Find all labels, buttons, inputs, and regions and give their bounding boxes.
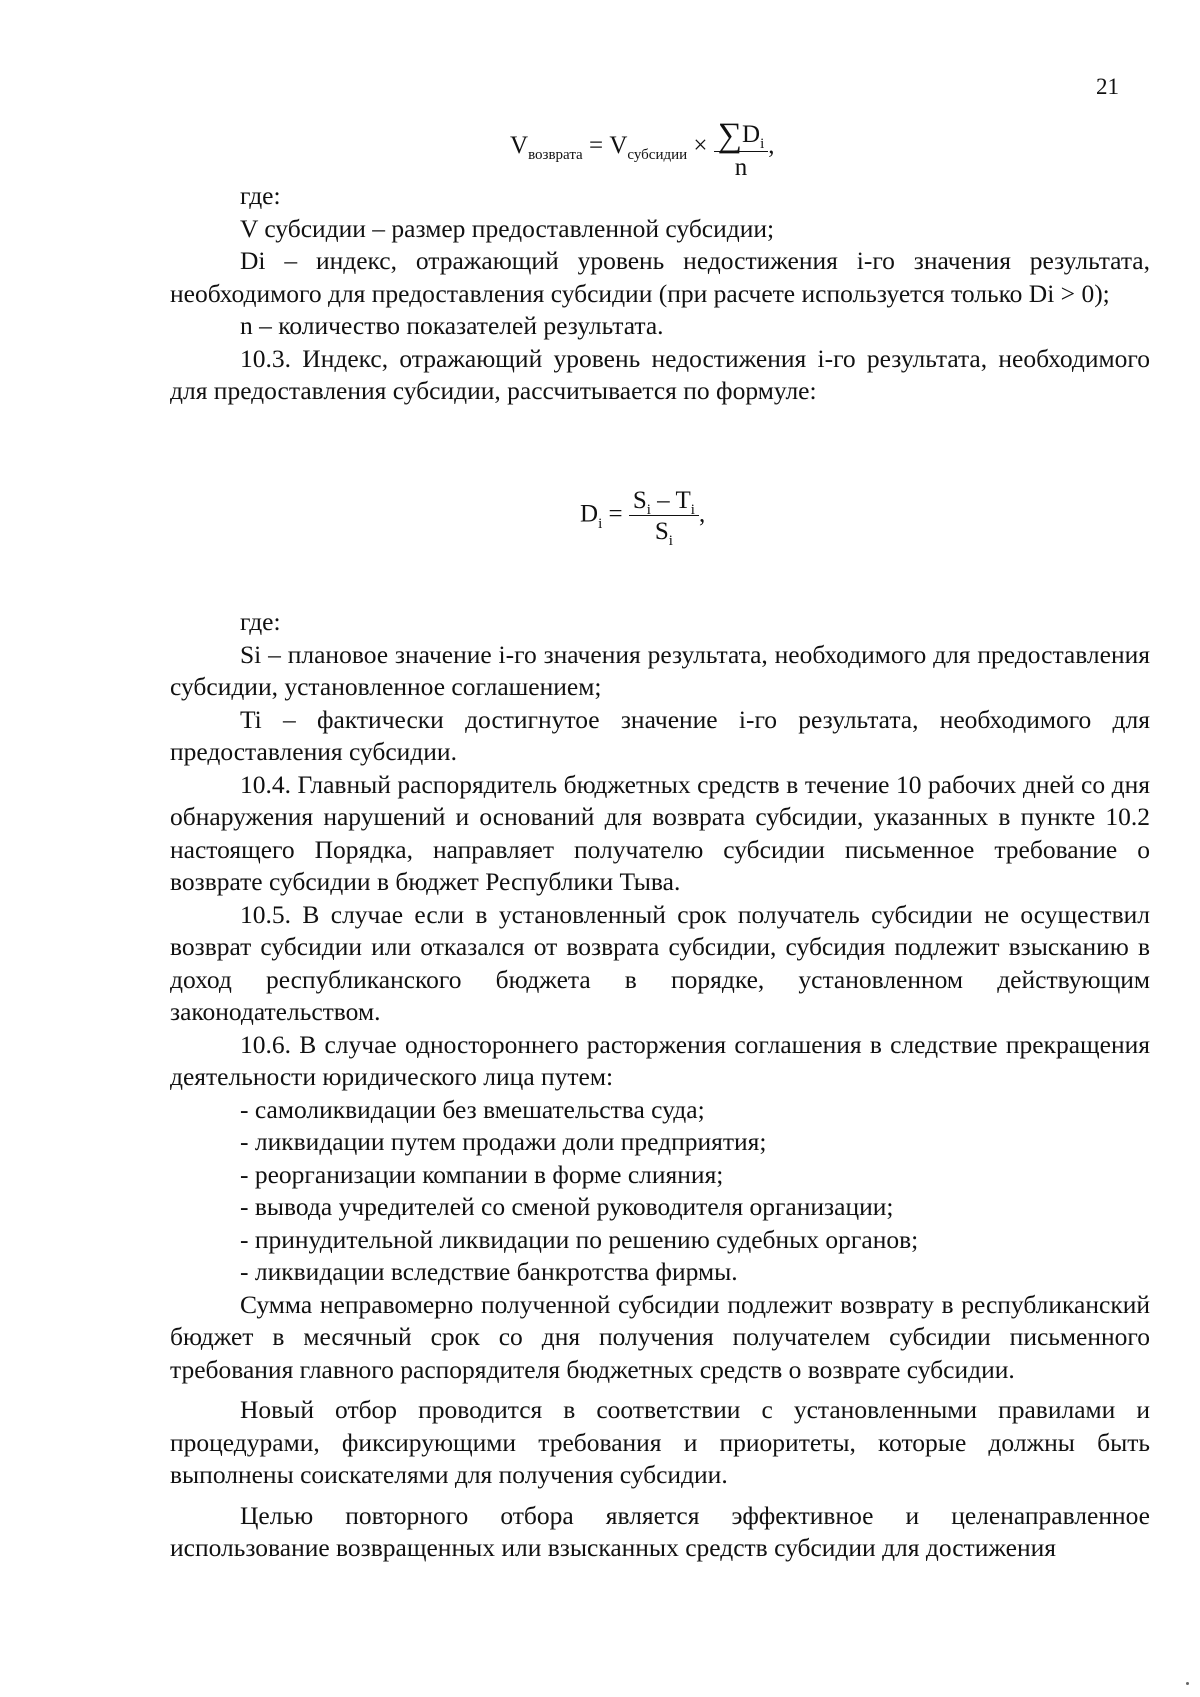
formula-fraction — [714, 115, 768, 180]
formula-var: S — [654, 518, 669, 545]
formula-subscript: i — [598, 515, 603, 532]
formula-numerator — [714, 115, 768, 152]
formula-subscript: субсидии — [627, 147, 688, 164]
scan-artifact — [1186, 1682, 1189, 1685]
formula-subscript: i — [668, 533, 673, 549]
list-item: - самоликвидации без вмешательства суда; — [240, 1094, 705, 1124]
page-number: 21 — [1096, 74, 1119, 99]
list-item: - реорганизации компании в форме слияния; — [240, 1159, 724, 1189]
paragraph-10-5: 10.5. В случае если в установленный срок получатель субсидии не осуществил возврат субсидии или отказался от возврата субсидии, субсидия подлежит взысканию в доход республиканского бюджета в порядке, установленном действующим законодательством. — [170, 899, 1150, 1026]
formula-subscript: i — [690, 502, 695, 518]
formula-subscript: i — [646, 502, 651, 518]
paragraph-10-3: 10.3. Индекс, отражающий уровень недостижения i-го результата, необходимого для предоставления субсидии, рассчитывается по формуле: — [170, 343, 1150, 405]
paragraph-refund-sum: Сумма неправомерно полученной субсидии подлежит возврату в республиканский бюджет в месячный срок со дня получения получателем субсидии письменного требования главного распорядителя бюджетных средств о возврате субсидии. — [170, 1289, 1150, 1384]
list-item: - ликвидации путем продажи доли предприятия; — [240, 1127, 767, 1156]
formula-var: D — [580, 500, 599, 528]
definition-n: n – количество показателей результата. — [240, 311, 664, 340]
formula-denominator: n — [734, 154, 748, 181]
text-block-definitions-1 — [170, 180, 1150, 408]
paragraph-10-6: 10.6. В случае одностороннего расторжения соглашения в следствие прекращения деятельности юридического лица путем: — [170, 1029, 1150, 1091]
formula-var: D — [742, 121, 761, 148]
formula-var: T — [675, 487, 691, 514]
paragraph-10-4: 10.4. Главный распорядитель бюджетных средств в течение 10 рабочих дней со дня обнаружения нарушений и оснований для возврата субсидии, указанных в пункте 10.2 настоящего Порядка, направляет получателю субсидии письменное требование о возврате субсидии в бюджет Республики Тыва. — [170, 769, 1150, 896]
formula-comma: , — [768, 132, 775, 160]
formula-comma: , — [698, 500, 706, 528]
sum-symbol: ∑ — [717, 117, 743, 154]
formula-operator: × — [693, 132, 708, 160]
list-item: - принудительной ликвидации по решению судебных органов; — [240, 1224, 919, 1254]
formula-var: S — [632, 487, 647, 514]
formula-numerator — [629, 488, 699, 516]
formula-operator: = — [608, 500, 623, 528]
formula-var: V — [609, 132, 628, 160]
text-block-main — [170, 606, 1150, 1565]
formula-operator: = — [588, 132, 604, 160]
formula-fraction — [629, 487, 699, 549]
paragraph-goal: Целью повторного отбора является эффективное и целенаправленное использование возвращенных или взысканных средств субсидии для достижения — [170, 1500, 1150, 1562]
definition-di: Di – индекс, отражающий уровень недостижения i-го значения результата, необходимого для предоставления субсидии (при расчете используется только Di > 0); — [170, 246, 1150, 308]
list-item: - вывода учредителей со сменой руководителя организации; — [240, 1192, 894, 1221]
formula-operator: – — [657, 487, 670, 514]
formula-denominator — [629, 516, 699, 549]
formula-var: V — [510, 132, 529, 160]
definition-si: Si – плановое значение i-го значения результата, необходимого для предоставления субсидии, установленное соглашением; — [170, 639, 1150, 701]
formula-refund-volume — [510, 115, 775, 180]
paragraph-new-selection: Новый отбор проводится в соответствии с установленными правилами и процедурами, фиксирующими требования и приоритеты, которые должны быть выполнены соискателями для получения субсидии. — [170, 1395, 1150, 1489]
definition-ti: Ti – фактически достигнутое значение i-го результата, необходимого для предоставления субсидии. — [170, 704, 1150, 766]
where-label: где: — [240, 181, 281, 210]
formula-shortfall-index — [580, 487, 706, 549]
where-label: где: — [240, 607, 281, 636]
list-item: - ликвидации вследствие банкротства фирмы. — [240, 1257, 738, 1286]
formula-subscript: i — [760, 136, 765, 152]
definition-v: V субсидии – размер предоставленной субсидии; — [240, 213, 775, 243]
formula-subscript: возврата — [528, 147, 583, 164]
